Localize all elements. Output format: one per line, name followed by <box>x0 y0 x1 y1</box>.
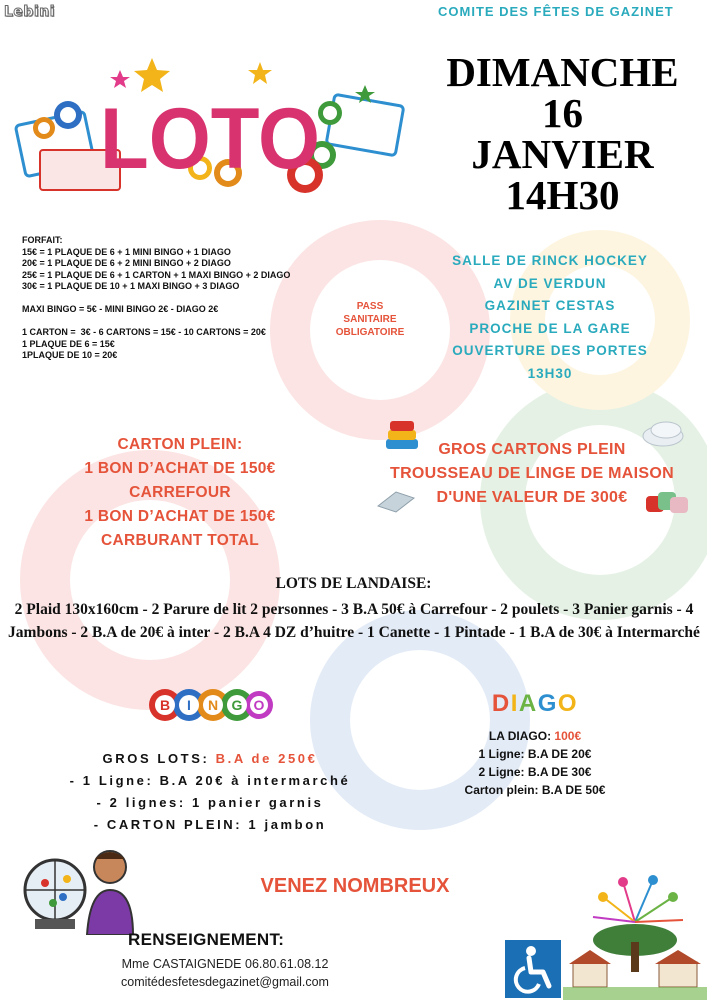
carton-plein-prizes <box>40 433 320 553</box>
forfait-line: 1 PLAQUE DE 6 = 15€ <box>22 338 115 349</box>
diago-letter: A <box>518 690 538 717</box>
diago-letter: O <box>557 690 579 717</box>
bingo-logo <box>148 686 273 724</box>
loto-logo-text: LOTO <box>100 91 320 187</box>
watermark: Lebini <box>4 4 56 20</box>
venue-info <box>425 250 675 385</box>
date-number: 16 <box>542 90 583 136</box>
venue-line: AV DE VERDUN <box>493 275 607 291</box>
diago-line: 1 Ligne: B.A DE 20€ <box>478 747 592 761</box>
forfait-line: 20€ = 1 PLAQUE DE 6 + 2 MINI BINGO + 2 DIAGO <box>22 258 231 268</box>
gros-cartons-prizes <box>362 438 702 510</box>
bingo-letter: B <box>159 697 171 713</box>
lots-title: LOTS DE LANDAISE: <box>275 575 432 592</box>
forfait-line: 1PLAQUE DE 10 = 20€ <box>22 350 118 360</box>
contact-info <box>80 955 370 991</box>
venue-line: PROCHE DE LA GARE <box>469 320 631 336</box>
bingo-line: - CARTON PLEIN: 1 jambon <box>93 817 327 832</box>
gros-lots-line <box>40 748 380 770</box>
carton-line: 1 BON D’ACHAT DE 150€ <box>84 508 276 525</box>
carton-line: CARTON PLEIN: <box>117 436 243 453</box>
venue-line: OUVERTURE DES PORTES <box>452 343 648 358</box>
contact-phone: Mme CASTAIGNEDE 06.80.61.08.12 <box>121 957 329 971</box>
pass-line: OBLIGATOIRE <box>335 327 405 338</box>
gros-lots-label: GROS LOTS: <box>102 751 216 766</box>
bingo-host-illustration <box>15 845 135 935</box>
forfait-line: 15€ = 1 PLAQUE DE 6 + 1 MINI BINGO + 1 DIAGO <box>22 246 231 257</box>
diago-line: 2 Ligne: B.A DE 30€ <box>478 765 592 779</box>
loto-logo <box>0 40 420 220</box>
bingo-letter: G <box>231 697 243 713</box>
bingo-letter: I <box>187 697 191 713</box>
venue-line: 13H30 <box>527 365 573 381</box>
diago-price-line <box>425 727 645 745</box>
date-day: DIMANCHE <box>446 49 679 95</box>
date-time: 14H30 <box>505 172 620 218</box>
renseignement-title: RENSEIGNEMENT: <box>128 930 285 949</box>
diago-letter: D <box>491 690 511 717</box>
carton-line: CARBURANT TOTAL <box>100 532 260 549</box>
comite-logo <box>563 862 707 1000</box>
forfait-pricing <box>22 235 322 362</box>
date-month: JANVIER <box>471 131 654 177</box>
diago-prizes <box>425 727 645 799</box>
forfait-line <box>22 316 322 328</box>
bingo-line: - 1 Ligne: B.A 20€ à intermarché <box>69 773 351 788</box>
diago-title <box>470 690 600 718</box>
lots-list: 2 Plaid 130x160cm - 2 Parure de lit 2 personnes - 3 B.A 50€ à Carrefour - 2 poulets - 3 Panier garnis - 4 Jambons - 2 B.A de 20€ à inter - 2 B.A 4 DZ d’huitre - 1 Canette - 1 Pintade - 1 B.A de 30€ à Intermarché <box>8 601 700 641</box>
pass-line: SANITAIRE <box>343 314 397 325</box>
venue-line: SALLE DE RINCK HOCKEY <box>452 253 648 268</box>
forfait-line: MAXI BINGO = 5€ - MINI BINGO 2€ - DIAGO 2€ <box>22 304 219 314</box>
diago-price-label: LA DIAGO: <box>488 729 555 743</box>
venez-nombreux: VENEZ NOMBREUX <box>260 875 450 897</box>
diago-letter: G <box>537 690 558 717</box>
event-date <box>420 49 705 218</box>
forfait-line: 30€ = 1 PLAQUE DE 10 + 1 MAXI BINGO + 3 DIAGO <box>22 281 240 291</box>
gros-line: D'UNE VALEUR DE 300€ <box>436 489 628 506</box>
wheelchair-icon <box>505 940 561 998</box>
gros-line: GROS CARTONS PLEIN <box>438 441 626 458</box>
diago-line: Carton plein: B.A DE 50€ <box>464 783 606 797</box>
forfait-line <box>22 293 322 305</box>
pass-line: PASS <box>356 301 384 312</box>
forfait-line: FORFAIT: <box>22 235 63 245</box>
diago-price-value: 100€ <box>554 729 582 743</box>
gros-line: TROUSSEAU DE LINGE DE MAISON <box>390 465 674 482</box>
diago-letter: I <box>510 690 519 717</box>
contact-email: comitédesfetesdegazinet@gmail.com <box>121 975 329 989</box>
carton-line: 1 BON D’ACHAT DE 150€ <box>84 460 276 477</box>
forfait-line: 1 CARTON = 3€ - 6 CARTONS = 15€ - 10 CARTONS = 20€ <box>22 327 266 337</box>
bingo-prizes <box>40 748 380 836</box>
carton-line: CARREFOUR <box>129 484 231 501</box>
bingo-letter: N <box>207 697 219 713</box>
committee-name: COMITE DES FÊTES DE GAZINET <box>438 4 674 19</box>
venue-line: GAZINET CESTAS <box>484 298 616 313</box>
bingo-line: - 2 lignes: 1 panier garnis <box>96 795 324 810</box>
pass-sanitaire-notice <box>330 300 410 339</box>
bingo-letter: O <box>253 697 265 713</box>
forfait-line: 25€ = 1 PLAQUE DE 6 + 1 CARTON + 1 MAXI BINGO + 2 DIAGO <box>22 269 291 280</box>
gros-lots-value: B.A de 250€ <box>215 751 318 766</box>
